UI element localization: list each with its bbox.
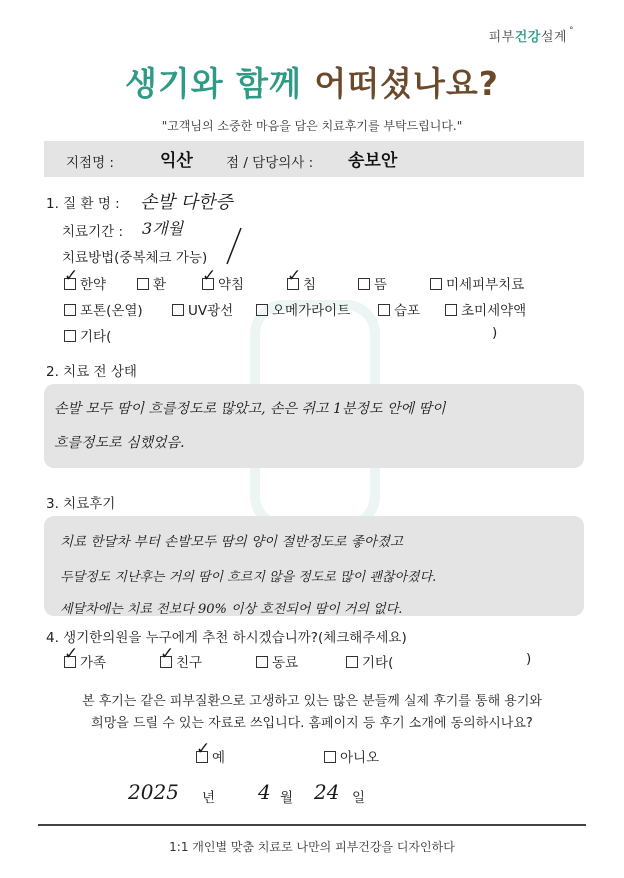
checkbox-icon <box>378 304 390 316</box>
section3-line: 세달차에는 치료 전보다 90% 이상 호전되어 땀이 거의 없다. <box>60 602 403 617</box>
method-micro-skin[interactable]: 미세피부치료 <box>430 273 524 293</box>
recommend-etc-close: ) <box>526 651 532 667</box>
date-year: 2025 <box>128 780 179 804</box>
method-omegalight[interactable]: 오메가라이트 <box>256 299 350 319</box>
method-pill[interactable]: 환 <box>137 273 166 293</box>
checkbox-icon <box>324 751 336 763</box>
period-label: 치료기간 : <box>62 224 124 240</box>
title-part1: 생기와 함께 <box>125 64 302 103</box>
brand-logo <box>489 26 574 45</box>
page-subtitle: "고객님의 소중한 마음을 담은 치료후기를 부탁드립니다." <box>161 119 463 133</box>
method-moxibustion[interactable]: 뜸 <box>358 273 387 293</box>
checkbox-icon <box>64 304 76 316</box>
checkbox-icon <box>346 656 358 668</box>
info-bar <box>44 141 584 177</box>
method-label: 치료방법(중복체크 가능) <box>62 250 208 266</box>
method-photon[interactable]: 포톤(온열) <box>64 299 143 319</box>
section2-heading: 2. 치료 전 상태 <box>46 364 137 380</box>
disease-label: 1. 질 환 명 : <box>46 196 120 212</box>
check-mark-icon: ✓ <box>196 739 211 759</box>
section2-line: 손발 모두 땀이 흐를정도로 많았고, 손은 쥐고 1분정도 안에 땀이 <box>54 401 446 417</box>
section4-heading: 4. 생기한의원을 누구에게 추천 하시겠습니까?(체크해주세요) <box>46 630 407 646</box>
branch-label: 지점명 : <box>66 155 114 171</box>
checkbox-icon <box>445 304 457 316</box>
checkbox-icon <box>137 278 149 290</box>
check-mark-icon: ✓ <box>287 266 302 286</box>
method-etc[interactable]: 기타( <box>64 325 111 345</box>
recommend-friend[interactable]: 친구 <box>160 651 202 671</box>
recommend-family[interactable]: 가족 <box>64 651 106 671</box>
checkbox-icon <box>172 304 184 316</box>
consent-yes[interactable]: 예 <box>196 746 225 766</box>
checkbox-icon <box>64 330 76 342</box>
brand-degree-icon: ° <box>569 26 574 36</box>
check-mark-icon: ✓ <box>202 266 217 286</box>
doctor-label: 점 / 담당의사 : <box>226 155 314 171</box>
consent-line2: 희망을 드릴 수 있는 자료로 쓰입니다. 홈페이지 등 후기 소개에 동의하시나요? <box>91 716 533 731</box>
method-herbal[interactable]: 한약 <box>64 273 106 293</box>
section3-line: 치료 한달차 부터 손발모두 땀의 양이 절반정도로 좋아졌고 <box>60 534 404 550</box>
footer-divider <box>38 824 586 826</box>
brand-pre: 피부 <box>488 30 515 45</box>
recommend-colleague[interactable]: 동료 <box>256 651 298 671</box>
method-acupuncture[interactable]: 침 <box>287 273 316 293</box>
doctor-value: 송보안 <box>348 151 398 171</box>
title-part2: 어떠셨나요? <box>314 64 499 103</box>
date-day-label: 일 <box>352 790 366 806</box>
checkbox-icon <box>256 304 268 316</box>
page-title <box>0 58 624 105</box>
check-mark-icon: ✓ <box>64 644 79 664</box>
date-month-label: 월 <box>280 790 294 806</box>
footer-slogan: 1:1 개인별 맞춤 치료로 나만의 피부건강을 디자인하다 <box>169 840 455 854</box>
checkbox-icon <box>430 278 442 290</box>
section3-heading: 3. 치료후기 <box>46 496 116 512</box>
date-month: 4 <box>258 780 271 804</box>
method-pharmacopuncture[interactable]: 약침 <box>202 273 244 293</box>
section2-textbox <box>44 384 584 468</box>
method-micro-solution[interactable]: 초미세약액 <box>445 299 526 319</box>
brand-post: 설계 <box>540 30 567 45</box>
checkbox-icon <box>358 278 370 290</box>
method-uv[interactable]: UV광선 <box>172 299 233 319</box>
check-slash-icon <box>224 226 244 266</box>
consent-no[interactable]: 아니오 <box>324 746 379 766</box>
period-value: 3개월 <box>142 219 184 238</box>
disease-value: 손발 다한증 <box>140 192 233 213</box>
date-day: 24 <box>314 780 340 804</box>
date-year-label: 년 <box>202 790 216 806</box>
check-mark-icon: ✓ <box>64 266 79 286</box>
recommend-etc[interactable]: 기타( <box>346 651 393 671</box>
branch-value: 익산 <box>160 151 193 171</box>
brand-highlight: 건강 <box>514 30 541 45</box>
method-compress[interactable]: 습포 <box>378 299 420 319</box>
method-etc-close: ) <box>492 325 498 341</box>
check-mark-icon: ✓ <box>160 644 175 664</box>
section3-line: 두달정도 지난후는 거의 땀이 흐르지 않을 정도로 많이 괜찮아졌다. <box>60 570 437 585</box>
consent-line1: 본 후기는 같은 피부질환으로 고생하고 있는 많은 분들께 실제 후기를 통해 용기와 <box>82 694 542 709</box>
section2-line: 흐를정도로 심했었음. <box>54 435 185 451</box>
checkbox-icon <box>256 656 268 668</box>
